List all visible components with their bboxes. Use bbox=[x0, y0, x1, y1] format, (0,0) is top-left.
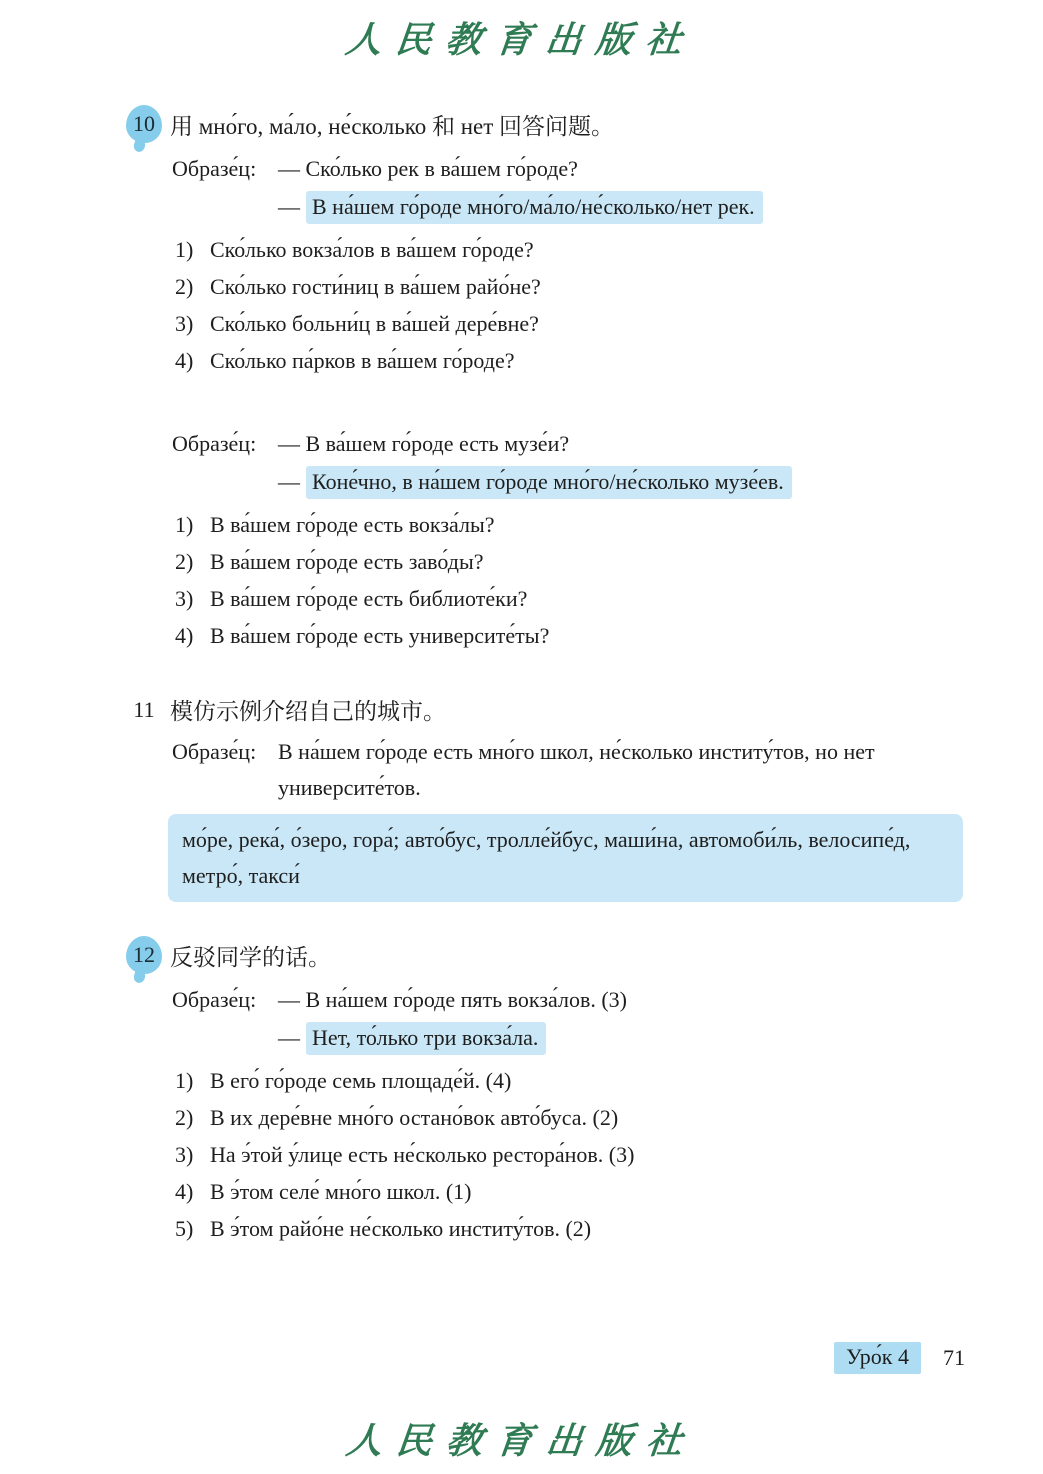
sample-question: — В на́шем го́роде пять вокза́лов. (3) bbox=[278, 987, 627, 1012]
publisher-logo-bottom bbox=[0, 1413, 1043, 1464]
page-footer bbox=[834, 1342, 965, 1374]
exercise-12-header bbox=[126, 936, 1043, 974]
sample-answer-highlight: Коне́чно, в на́шем го́роде мно́го/не́сколько музе́ев. bbox=[306, 466, 792, 499]
sample-answer-row bbox=[278, 191, 1043, 224]
exercise-number: 12 bbox=[133, 942, 155, 967]
exercise-number: 11 bbox=[133, 696, 155, 722]
spacer bbox=[0, 659, 1043, 693]
item-text: В э́том райо́не не́сколько институ́тов. (2) bbox=[210, 1216, 592, 1241]
sample-row bbox=[172, 738, 1043, 766]
question-item bbox=[175, 622, 1043, 650]
question-item bbox=[175, 1067, 1043, 1095]
question-item bbox=[175, 585, 1043, 613]
question-list bbox=[0, 236, 1043, 375]
exercise-11-header bbox=[126, 693, 1043, 726]
exercise-11 bbox=[0, 693, 1043, 902]
lesson-label: Уро́к 4 bbox=[834, 1342, 921, 1374]
question-item bbox=[175, 1104, 1043, 1132]
question-item bbox=[175, 347, 1043, 375]
exercise-instruction: 反驳同学的话。 bbox=[170, 944, 331, 970]
item-number: 5) bbox=[175, 1216, 194, 1241]
sample-text-line1: В на́шем го́роде есть мно́го школ, не́сколько институ́тов, но нет bbox=[278, 739, 875, 764]
word-bank-highlight bbox=[168, 814, 963, 902]
item-text: В э́том селе́ мно́го школ. (1) bbox=[210, 1179, 472, 1204]
answer-dash: — bbox=[278, 1025, 300, 1050]
item-number: 1) bbox=[175, 1068, 194, 1093]
sample-label: Образе́ц: bbox=[172, 739, 257, 764]
item-text: В их дере́вне мно́го остано́вок авто́буса. (2) bbox=[210, 1105, 619, 1130]
question-item bbox=[175, 310, 1043, 338]
page-number: 71 bbox=[943, 1345, 965, 1370]
item-text: В ва́шем го́роде есть вокза́лы? bbox=[210, 512, 495, 537]
item-number: 2) bbox=[175, 549, 194, 574]
sample-row bbox=[172, 430, 1043, 458]
exercise-instruction: 模仿示例介绍自己的城市。 bbox=[170, 699, 446, 724]
question-item bbox=[175, 1141, 1043, 1169]
item-text: В его́ го́роде семь площаде́й. (4) bbox=[210, 1068, 512, 1093]
sample-text-line2: университе́тов. bbox=[278, 775, 421, 800]
item-number: 3) bbox=[175, 1142, 194, 1167]
item-number: 4) bbox=[175, 1179, 194, 1204]
item-text: В ва́шем го́роде есть заво́ды? bbox=[210, 549, 484, 574]
sample-label: Образе́ц: bbox=[172, 987, 257, 1012]
exercise-10-header bbox=[126, 105, 1043, 143]
item-number: 4) bbox=[175, 623, 194, 648]
item-text: Ско́лько па́рков в ва́шем го́роде? bbox=[210, 348, 515, 373]
publisher-logo-top bbox=[0, 0, 1043, 63]
question-item bbox=[175, 236, 1043, 264]
item-text: Ско́лько больни́ц в ва́шей дере́вне? bbox=[210, 311, 539, 336]
answer-dash: — bbox=[278, 469, 300, 494]
question-list bbox=[0, 511, 1043, 650]
item-number: 1) bbox=[175, 237, 194, 262]
sample-answer-row bbox=[278, 1022, 1043, 1055]
question-item bbox=[175, 548, 1043, 576]
publisher-logo-text: 人民教育出版社 bbox=[344, 1421, 699, 1461]
item-number: 4) bbox=[175, 348, 194, 373]
item-number: 3) bbox=[175, 586, 194, 611]
exercise-number: 10 bbox=[133, 111, 155, 136]
exercise-number-badge bbox=[126, 105, 162, 143]
spacer bbox=[0, 63, 1043, 105]
spacer bbox=[0, 384, 1043, 418]
question-item bbox=[175, 273, 1043, 301]
sample-row bbox=[172, 155, 1043, 183]
exercise-12 bbox=[0, 936, 1043, 1243]
sample-answer-highlight: В на́шем го́роде мно́го/ма́ло/не́сколько/нет рек. bbox=[306, 191, 763, 224]
item-number: 1) bbox=[175, 512, 194, 537]
item-text: На э́той у́лице есть не́сколько рестора́нов. (3) bbox=[210, 1142, 635, 1167]
question-item bbox=[175, 511, 1043, 539]
item-text: В ва́шем го́роде есть библиоте́ки? bbox=[210, 586, 528, 611]
sample-label: Образе́ц: bbox=[172, 156, 257, 181]
answer-dash: — bbox=[278, 194, 300, 219]
item-text: Ско́лько вокза́лов в ва́шем го́роде? bbox=[210, 237, 534, 262]
item-text: В ва́шем го́роде есть университе́ты? bbox=[210, 623, 550, 648]
sample-answer-row bbox=[278, 466, 1043, 499]
sample-answer-highlight: Нет, то́лько три вокза́ла. bbox=[306, 1022, 546, 1055]
question-item bbox=[175, 1215, 1043, 1243]
sample-question: — В ва́шем го́роде есть музе́и? bbox=[278, 431, 570, 456]
exercise-10 bbox=[0, 105, 1043, 650]
sample-label: Образе́ц: bbox=[172, 431, 257, 456]
sample-row bbox=[172, 986, 1043, 1014]
spacer bbox=[0, 902, 1043, 936]
exercise-instruction: 用 мно́го, ма́ло, не́сколько 和 нет 回答问题。 bbox=[170, 113, 615, 139]
exercise-number-badge bbox=[126, 936, 162, 974]
publisher-logo-text: 人民教育出版社 bbox=[343, 20, 698, 60]
question-item bbox=[175, 1178, 1043, 1206]
item-number: 2) bbox=[175, 1105, 194, 1130]
item-number: 3) bbox=[175, 311, 194, 336]
item-number: 2) bbox=[175, 274, 194, 299]
question-list bbox=[0, 1067, 1043, 1243]
sample-question: — Ско́лько рек в ва́шем го́роде? bbox=[278, 156, 578, 181]
item-text: Ско́лько гости́ниц в ва́шем райо́не? bbox=[210, 274, 541, 299]
word-bank-text: мо́ре, река́, о́зеро, гора́; авто́бус, тролле́йбус, маши́на, автомоби́ль, велосипе́д, метро́, такси́ bbox=[182, 827, 911, 888]
